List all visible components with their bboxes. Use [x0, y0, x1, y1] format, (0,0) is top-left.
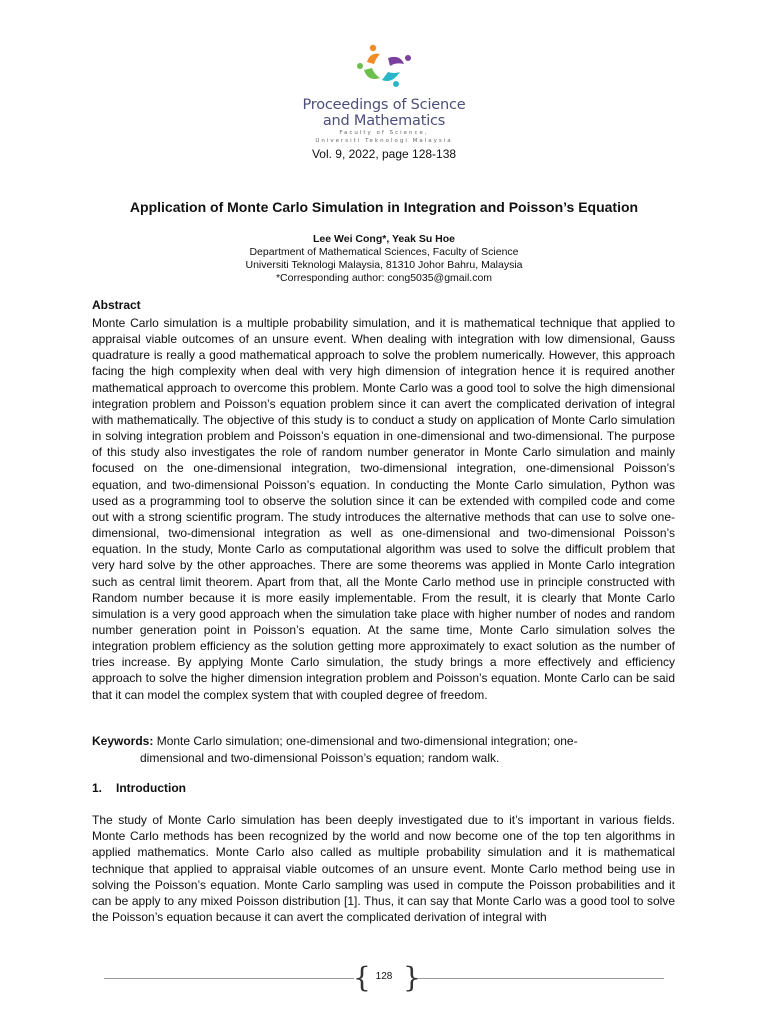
paper-title: Application of Monte Carlo Simulation in Integration and Poisson’s Equation: [129, 199, 639, 215]
section-heading-introduction: [92, 781, 186, 795]
affiliation-line1: Department of Mathematical Sciences, Faculty of Science: [249, 246, 519, 258]
volume-info: Vol. 9, 2022, page 128-138: [311, 147, 457, 161]
abstract-text: Monte Carlo simulation is a multiple probability simulation, and it is mathematical technique that applied to appraisal viable outcomes of an unsure event. When dealing with integration with low dimensional, Gauss quadrature is really a good mathematical approach to solve the problem numerically. However, this approach facing the high complexity when deal with very high dimension of integration hence it is required another mathematical approach to overcome this problem. Monte Carlo was a good tool to solve the high dimensional integration problem and Poisson’s equation problem since it can avert the complicated derivation of integral with mathematically. The objective of this study is to conduct a study on application of Monte Carlo simulation in solving integration problem and Poisson’s equation in one-dimensional and two-dimensional. The purpose of this study also investigates the role of random number generator in Monte Carlo simulation and mainly focused on the one-dimensional integration, two-dimensional integration, one-dimensional Poisson’s equation, and two-dimensional Poisson’s equation. In conducting the Monte Carlo simulation, Python was used as a programming tool to observe the solution since it can be extended with compiled code and come out with a strong scientific program. The study introduces the alternative methods that can use to solve one-dimensional, two-dimensional integration as well as one-dimensional and two-dimensional Poisson’s equation. In the study, Monte Carlo as computational algorithm was used to solve the difficult problem that very hard solve by the other approaches. There are some theorems was applied in Monte Carlo integration such as central limit theorem. Apart from that, all the Monte Carlo method use in principle constructed with Random number because it is more easily implementable. From the result, it is clearly that Monte Carlo simulation is a very good approach when the simulation take place with higher number of nodes and random number generation point in Poisson’s equation. At the same time, Monte Carlo simulation solves the integration problem efficiency as the solution getting more approximately to exact solution as the number of tries increase. By applying Monte Carlo simulation, the study brings a more effectively and efficiency approach to solve the higher dimension integration problem and Poisson’s equation. Monte Carlo can be said that it can model the complex system that with coupled degree of freedom.: [92, 316, 675, 702]
corresponding-author: *Corresponding author: cong5035@gmail.com: [275, 272, 493, 284]
keywords-label: Keywords:: [92, 734, 154, 748]
journal-name-line2: and Mathematics: [322, 113, 446, 129]
keywords-line1: Monte Carlo simulation; one-dimensional and two-dimensional integration; one-: [156, 734, 578, 748]
keywords-line2: dimensional and two-dimensional Poisson’s equation; random walk.: [140, 750, 500, 765]
author-names: Lee Wei Cong*, Yeak Su Hoe: [313, 233, 455, 245]
author-block: [0, 233, 768, 285]
section-title: Introduction: [116, 781, 186, 795]
faculty-line2: Universiti Teknologi Malaysia: [315, 138, 453, 144]
introduction-text: The study of Monte Carlo simulation has been deeply investigated due to it’s important in various fields. Monte Carlo methods has been recognized by the world and now become one of the top ten algorithms in applied mathematics. Monte Carlo also called as multiple probability simulation and it is mathematical technique that applied to appraisal viable outcomes of an unsure event. Monte Carlo method being use in solving the Poisson’s equation. Monte Carlo sampling was used in compute the Poisson probabilities and it can be apply to any mixed Poisson distribution [1]. Thus, it can say that Monte Carlo was a good tool to solve the Poisson’s equation because it can avert the complicated derivation of integral with: [92, 813, 675, 925]
affiliation-line2: Universiti Teknologi Malaysia, 81310 Johor Bahru, Malaysia: [245, 259, 523, 271]
journal-logo-icon: [352, 42, 416, 90]
faculty-line1: Faculty of Science,: [339, 130, 429, 136]
right-brace-icon: }: [403, 961, 421, 994]
journal-name-line1: Proceedings of Science: [302, 97, 466, 113]
page-number: 128: [375, 971, 393, 982]
keywords: [92, 733, 675, 766]
section-number: 1.: [92, 781, 103, 795]
abstract-heading: Abstract: [92, 298, 141, 312]
journal-name: [0, 97, 768, 145]
left-brace-icon: {: [353, 961, 371, 994]
footer-rule-right: [414, 978, 664, 979]
footer-rule-left: [104, 978, 354, 979]
